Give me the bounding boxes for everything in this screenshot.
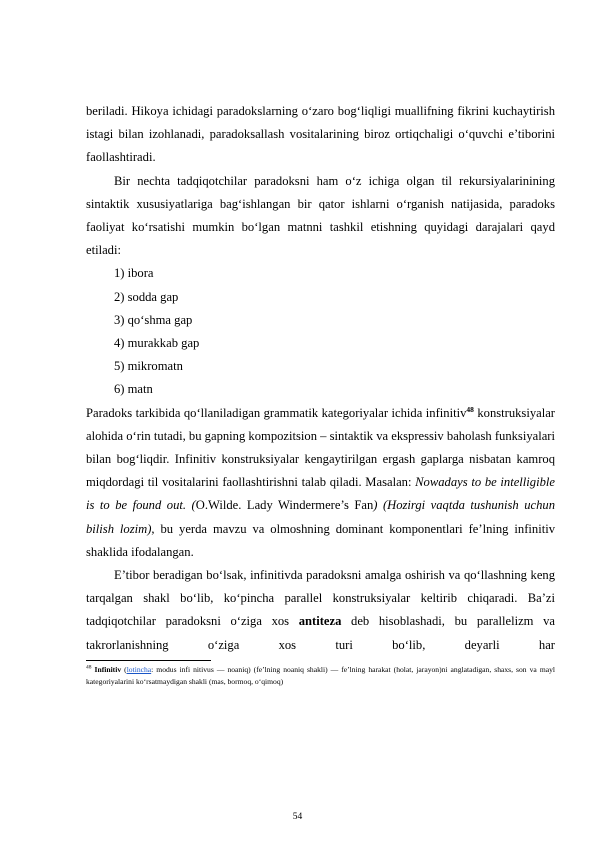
list-item: 1) ibora xyxy=(114,266,154,281)
list-item: 4) murakkab gap xyxy=(114,336,200,351)
footnote-text: : modus infi nitivus — noaniq) (fe’lning noaniq shakli) — fe’lning harakat (holat, jarayon)ni anglatadigan, shaxs, son va mayl kategoriyalarini ko‘rsatmaydigan shakli (mas, bormoq, o‘qimoq) xyxy=(86,664,555,686)
footnote-link-lotincha[interactable]: lotincha xyxy=(126,664,152,674)
footnote-divider xyxy=(86,660,211,661)
paragraph-4-text-start: E’tibor beradigan bo‘lsak, infinitivda paradoksni amalga oshirish va qo‘llashning keng tarqalgan shakl bo‘lib, ko‘pincha parallel konstruksiyalar keltirib chiqaradi. Ba’zi tadqiqotchilar paradoksni o‘ziga xos xyxy=(86,568,555,629)
paragraph-3-text-end: , bu yerda mavzu va olmoshning dominant komponentlari fe’lning infinitiv shaklida ifodalangan. xyxy=(86,521,555,559)
term-antiteza: antiteza xyxy=(298,614,342,629)
list-item: 6) matn xyxy=(114,382,153,397)
list-item: 3) qo‘shma gap xyxy=(114,312,193,327)
paragraph-1: beriladi. Hikoya ichidagi paradokslarning o‘zaro bog‘liqligi muallifning fikrini kuchaytirish istagi bilan izohlanadi, paradoksallash vositalarining biroz ortiqchaligi o‘quvchi e’tiborini faollashtiradi. xyxy=(86,104,555,165)
footnote-reference[interactable]: 48 xyxy=(466,404,474,414)
paragraph-3-text-middle: konstruksiyalar alohida o‘rin tutadi, bu gapning kompozitsion – sintaktik va ekspressiv baholash funksiyalari bilan bog‘liqdir. Infinitiv konstruksiyalar kengaytirilgan ergash gaplarga nisbatan kamroq miqdordagi til vositalarini faollashtirishni talab qiladi. Masalan: xyxy=(86,405,555,490)
paragraph-3-text-start: Paradoks tarkibida qo‘llaniladigan grammatik kategoriyalar ichida infinitiv xyxy=(86,405,467,420)
example-source: O.Wilde. Lady Windermere’s Fan xyxy=(195,498,374,513)
footnote-term: Infinitiv xyxy=(94,664,122,674)
page-number: 54 xyxy=(292,812,303,822)
footnote-mark: 48 xyxy=(86,664,92,671)
paragraph-3 xyxy=(86,402,555,564)
example-english: Nowadays to be intelligible is to be found out. ( xyxy=(86,475,555,513)
footnote xyxy=(86,664,555,688)
list-item: 5) mikromatn xyxy=(114,359,183,374)
list-item: 2) sodda gap xyxy=(114,289,179,304)
levels-list xyxy=(86,262,555,401)
paragraph-4-text-end: deb hisoblashadi, bu parallelizm va takrorlanishning o‘ziga xos turi bo‘lib, deyarli har xyxy=(86,614,555,652)
footnote-open-paren: ( xyxy=(121,664,127,674)
document-body xyxy=(86,100,555,688)
example-translation: ) (Hozirgi vaqtda tushunish uchun bilish lozim) xyxy=(86,498,555,536)
paragraph-4 xyxy=(86,564,555,657)
paragraph-2: Bir nechta tadqiqotchilar paradoksni ham o‘z ichiga olgan til rekursiyalarinining sintaktik xususiyatlariga bag‘ishlangan bir qator ishlarni o‘rganish natijasida, paradoks faoliyat ko‘rsatishi mumkin bo‘lgan matnni tashkil etishning quyidagi darajalari qayd etiladi: xyxy=(86,173,555,258)
